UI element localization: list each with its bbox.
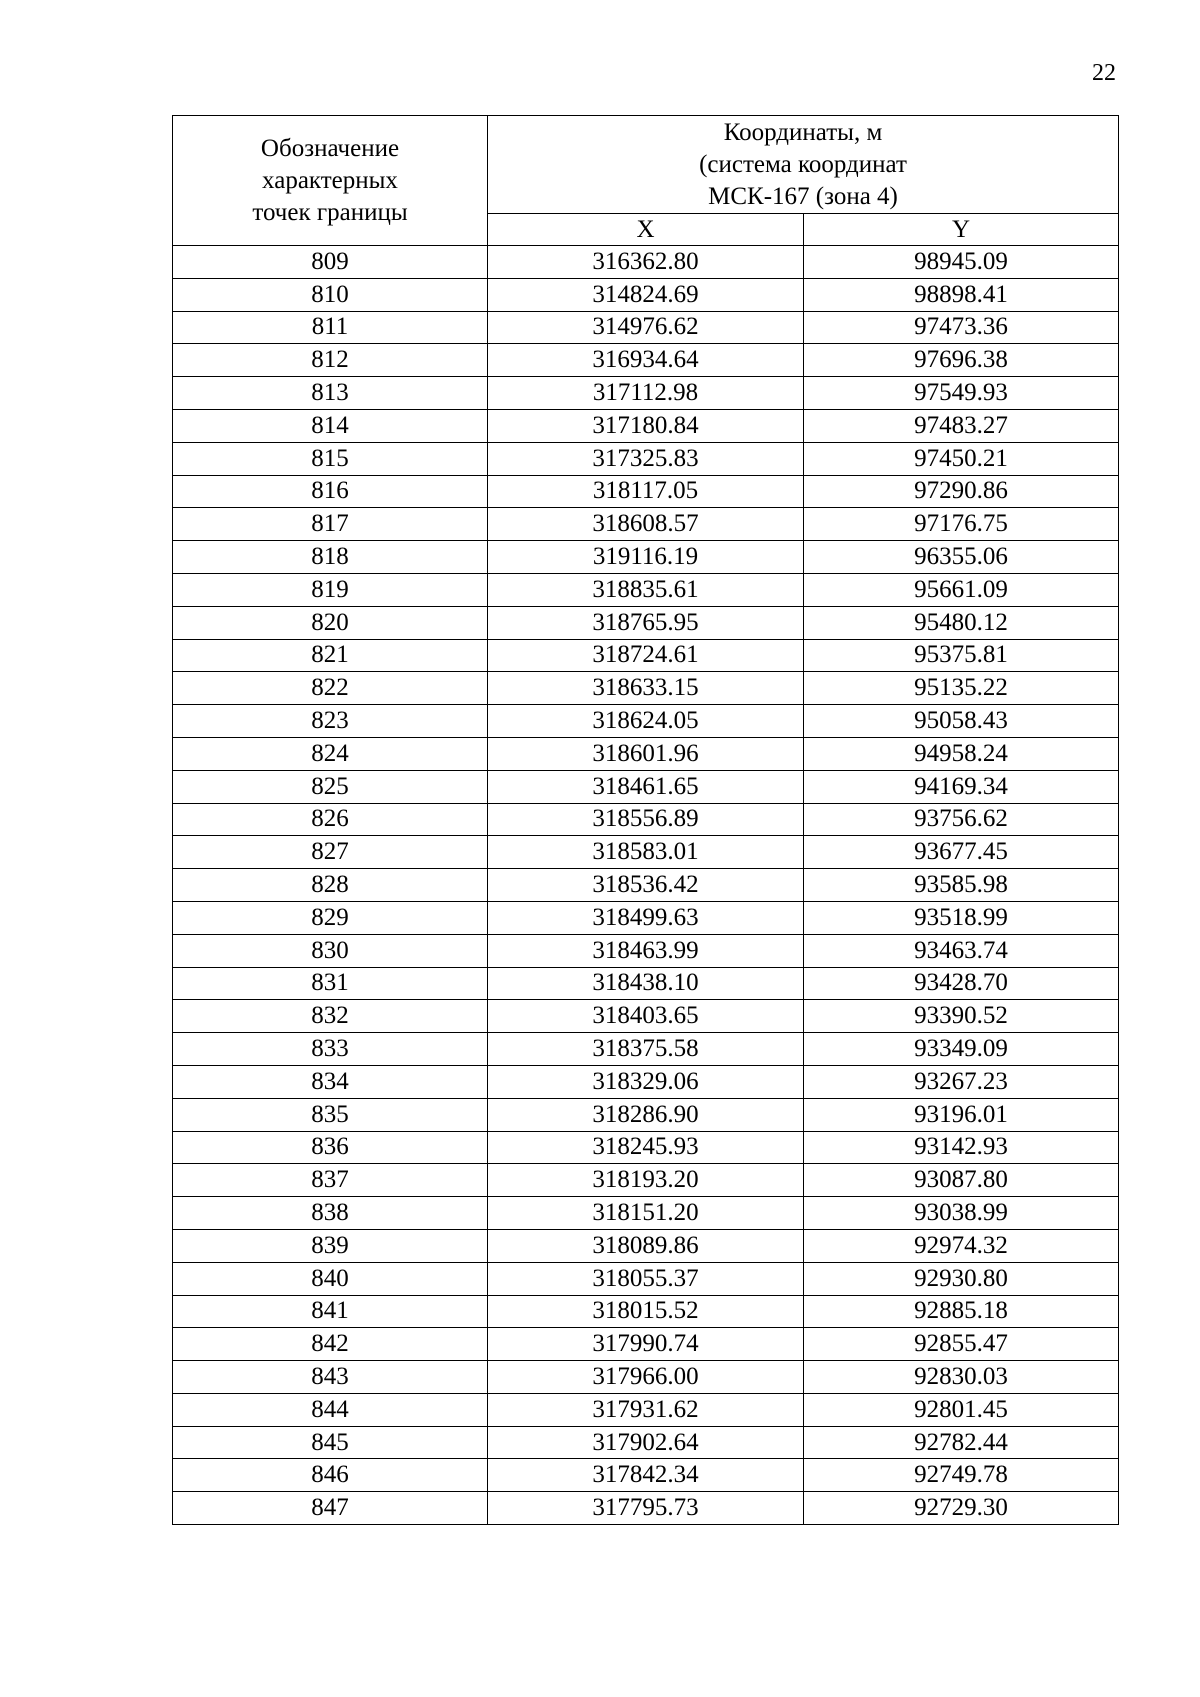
point-id-cell: 809 [173,246,488,279]
x-coordinate-cell: 318608.57 [488,508,804,541]
point-id-cell: 845 [173,1426,488,1459]
x-coordinate-cell: 318633.15 [488,672,804,705]
table-row [173,901,1119,934]
table-row [173,869,1119,902]
table-row [173,1426,1119,1459]
x-coordinate-cell: 317325.83 [488,442,804,475]
table-row [173,1033,1119,1066]
x-coordinate-cell: 316934.64 [488,344,804,377]
y-coordinate-cell: 93142.93 [804,1131,1119,1164]
y-coordinate-cell: 97290.86 [804,475,1119,508]
y-coordinate-cell: 93518.99 [804,901,1119,934]
point-id-cell: 827 [173,836,488,869]
y-coordinate-cell: 95058.43 [804,705,1119,738]
table-row [173,705,1119,738]
table-row [173,1197,1119,1230]
x-coordinate-cell: 318463.99 [488,934,804,967]
y-coordinate-cell: 93585.98 [804,869,1119,902]
x-coordinate-cell: 318461.65 [488,770,804,803]
point-id-cell: 830 [173,934,488,967]
x-coordinate-cell: 319116.19 [488,541,804,574]
y-coordinate-cell: 94169.34 [804,770,1119,803]
y-coordinate-cell: 97483.27 [804,409,1119,442]
x-coordinate-cell: 317842.34 [488,1459,804,1492]
y-coordinate-cell: 96355.06 [804,541,1119,574]
point-id-cell: 811 [173,311,488,344]
coords-header-line: Координаты, м [723,118,883,146]
point-id-cell: 821 [173,639,488,672]
y-coordinate-cell: 98945.09 [804,246,1119,279]
table-row [173,442,1119,475]
y-coordinate-cell: 97176.75 [804,508,1119,541]
x-coordinate-cell: 317966.00 [488,1361,804,1394]
point-id-cell: 840 [173,1262,488,1295]
point-id-cell: 843 [173,1361,488,1394]
table-row [173,409,1119,442]
table-row [173,770,1119,803]
table-row [173,1295,1119,1328]
point-designation-header [173,116,488,246]
table-row [173,541,1119,574]
table-row [173,737,1119,770]
y-coordinate-cell: 92749.78 [804,1459,1119,1492]
x-coordinate-cell: 317902.64 [488,1426,804,1459]
point-id-cell: 813 [173,377,488,410]
point-id-cell: 818 [173,541,488,574]
table-row [173,1393,1119,1426]
table-row [173,967,1119,1000]
y-coordinate-cell: 93087.80 [804,1164,1119,1197]
x-coordinate-cell: 318499.63 [488,901,804,934]
point-id-cell: 814 [173,409,488,442]
table-row [173,1459,1119,1492]
point-id-cell: 824 [173,737,488,770]
coordinates-table [172,115,1119,1525]
point-id-cell: 810 [173,278,488,311]
table-row [173,836,1119,869]
table-row [173,1361,1119,1394]
point-id-cell: 812 [173,344,488,377]
x-coordinate-cell: 318403.65 [488,1000,804,1033]
x-coordinate-cell: 318724.61 [488,639,804,672]
x-coordinate-cell: 318438.10 [488,967,804,1000]
table-row [173,1000,1119,1033]
point-id-cell: 837 [173,1164,488,1197]
table-row [173,1328,1119,1361]
y-coordinate-cell: 95480.12 [804,606,1119,639]
point-id-cell: 833 [173,1033,488,1066]
table-row [173,278,1119,311]
y-coordinate-cell: 92930.80 [804,1262,1119,1295]
table-row [173,1229,1119,1262]
table-body [173,246,1119,1525]
point-id-cell: 832 [173,1000,488,1033]
point-id-cell: 829 [173,901,488,934]
y-coordinate-cell: 97450.21 [804,442,1119,475]
y-coordinate-cell: 97696.38 [804,344,1119,377]
point-id-cell: 839 [173,1229,488,1262]
coords-header-line: (система координат [699,150,907,178]
point-header-line: точек границы [252,198,408,226]
y-coordinate-cell: 93756.62 [804,803,1119,836]
y-column-header: Y [804,214,1119,246]
y-coordinate-cell: 93349.09 [804,1033,1119,1066]
table-row [173,672,1119,705]
x-coordinate-cell: 317180.84 [488,409,804,442]
x-coordinate-cell: 317112.98 [488,377,804,410]
coords-header-line: МСК-167 (зона 4) [708,182,898,210]
point-id-cell: 823 [173,705,488,738]
y-coordinate-cell: 93038.99 [804,1197,1119,1230]
point-id-cell: 847 [173,1492,488,1525]
x-coordinate-cell: 318375.58 [488,1033,804,1066]
table-header [173,116,1119,246]
x-coordinate-cell: 316362.80 [488,246,804,279]
y-coordinate-cell: 93677.45 [804,836,1119,869]
point-id-cell: 820 [173,606,488,639]
y-coordinate-cell: 98898.41 [804,278,1119,311]
point-header-line: характерных [262,166,398,194]
y-coordinate-cell: 93463.74 [804,934,1119,967]
point-id-cell: 842 [173,1328,488,1361]
point-id-cell: 835 [173,1098,488,1131]
table-row [173,1098,1119,1131]
table-row [173,803,1119,836]
table-row [173,377,1119,410]
x-coordinate-cell: 318117.05 [488,475,804,508]
y-coordinate-cell: 95135.22 [804,672,1119,705]
y-coordinate-cell: 92974.32 [804,1229,1119,1262]
table-row [173,639,1119,672]
point-id-cell: 828 [173,869,488,902]
table-row [173,311,1119,344]
point-id-cell: 815 [173,442,488,475]
coordinates-header [488,116,1119,214]
x-coordinate-cell: 318245.93 [488,1131,804,1164]
point-id-cell: 831 [173,967,488,1000]
y-coordinate-cell: 92729.30 [804,1492,1119,1525]
table-row [173,1065,1119,1098]
point-id-cell: 846 [173,1459,488,1492]
point-id-cell: 826 [173,803,488,836]
x-column-header: X [488,214,804,246]
x-coordinate-cell: 317795.73 [488,1492,804,1525]
y-coordinate-cell: 92885.18 [804,1295,1119,1328]
table-row [173,508,1119,541]
x-coordinate-cell: 318835.61 [488,573,804,606]
point-id-cell: 838 [173,1197,488,1230]
point-id-cell: 816 [173,475,488,508]
x-coordinate-cell: 317990.74 [488,1328,804,1361]
table-row [173,1262,1119,1295]
y-coordinate-cell: 93267.23 [804,1065,1119,1098]
table-row [173,344,1119,377]
x-coordinate-cell: 314976.62 [488,311,804,344]
x-coordinate-cell: 318193.20 [488,1164,804,1197]
point-id-cell: 836 [173,1131,488,1164]
x-coordinate-cell: 318624.05 [488,705,804,738]
table-row [173,573,1119,606]
x-coordinate-cell: 318015.52 [488,1295,804,1328]
x-coordinate-cell: 318089.86 [488,1229,804,1262]
x-coordinate-cell: 318329.06 [488,1065,804,1098]
x-coordinate-cell: 318536.42 [488,869,804,902]
point-id-cell: 841 [173,1295,488,1328]
table-row [173,606,1119,639]
point-id-cell: 822 [173,672,488,705]
point-header-line: Обозначение [260,134,400,162]
x-coordinate-cell: 318765.95 [488,606,804,639]
y-coordinate-cell: 95375.81 [804,639,1119,672]
y-coordinate-cell: 93196.01 [804,1098,1119,1131]
table-row [173,246,1119,279]
x-coordinate-cell: 318286.90 [488,1098,804,1131]
point-id-cell: 819 [173,573,488,606]
y-coordinate-cell: 92801.45 [804,1393,1119,1426]
x-coordinate-cell: 318556.89 [488,803,804,836]
table-row [173,1492,1119,1525]
point-id-cell: 834 [173,1065,488,1098]
y-coordinate-cell: 97473.36 [804,311,1119,344]
y-coordinate-cell: 92855.47 [804,1328,1119,1361]
x-coordinate-cell: 318151.20 [488,1197,804,1230]
table-row [173,1131,1119,1164]
table-row [173,475,1119,508]
y-coordinate-cell: 92782.44 [804,1426,1119,1459]
x-coordinate-cell: 318601.96 [488,737,804,770]
table-row [173,934,1119,967]
y-coordinate-cell: 92830.03 [804,1361,1119,1394]
point-id-cell: 844 [173,1393,488,1426]
y-coordinate-cell: 94958.24 [804,737,1119,770]
x-coordinate-cell: 318055.37 [488,1262,804,1295]
table-row [173,1164,1119,1197]
point-id-cell: 817 [173,508,488,541]
x-coordinate-cell: 318583.01 [488,836,804,869]
x-coordinate-cell: 317931.62 [488,1393,804,1426]
page-number: 22 [1092,60,1116,86]
y-coordinate-cell: 95661.09 [804,573,1119,606]
y-coordinate-cell: 93390.52 [804,1000,1119,1033]
y-coordinate-cell: 93428.70 [804,967,1119,1000]
y-coordinate-cell: 97549.93 [804,377,1119,410]
point-id-cell: 825 [173,770,488,803]
x-coordinate-cell: 314824.69 [488,278,804,311]
